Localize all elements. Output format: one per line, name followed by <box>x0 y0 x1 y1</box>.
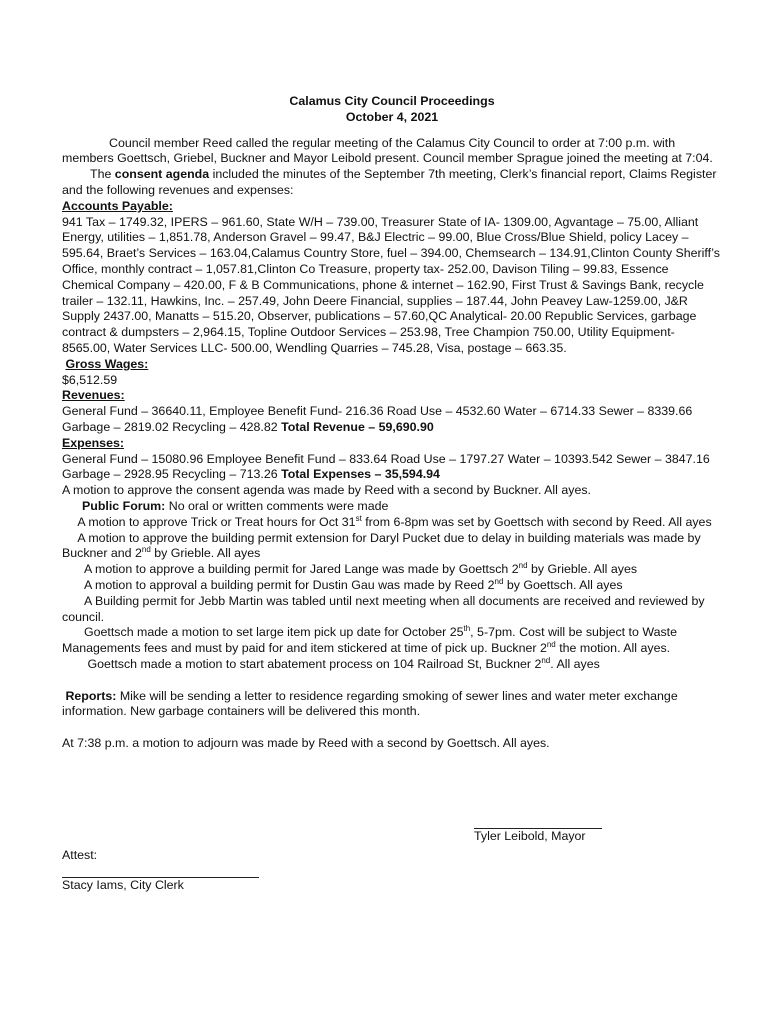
reports-text: Mike will be sending a letter to residence regarding smoking of sewer lines and water meter exchange information. New garbage containers will be delivered this month. <box>62 688 678 719</box>
clerk-name: Stacy Iams, City Clerk <box>62 877 184 892</box>
mayor-signature-line <box>474 815 602 829</box>
attest-block <box>62 848 322 894</box>
consent-pre: The <box>90 167 115 182</box>
mayor-signature-block <box>474 815 614 845</box>
public-forum-paragraph <box>62 499 722 515</box>
accounts-payable-list: 941 Tax – 1749.32, IPERS – 961.60, State W/H – 739.00, Treasurer State of IA- 1309.00, Agvantage – 75.00, Alliant Energy, utilities – 1,851.78, Anderson Gravel – 99.47, B&J Electric – 99.00, Blue Cross/Blue Shield, policy Lacey – 595.64, Braet’s Services – 163.04,Calamus Country Store, fuel – 394.00, Chemsearch – 134.91,Clinton County Sheriff’s Office, monthly contract – 1,057.81,Clinton Co Treasure, property tax- 252.00, Davison Tiling – 99.83, Essence Chemical Company – 420.00, F & B Communications, phone & internet – 162.90, First Trust & Savings Bank, recycle trailer – 132.11, Hawkins, Inc. – 257.49, John Deere Financial, supplies – 187.44, John Peavey Law-1259.00, J&R Supply 2437.00, Manatts – 515.20, Observer, publications – 57.60,QC Analytical- 20.00 Republic Services, garbage contract & dumpsters – 2,964.15, Topline Outdoor Services – 253.98, Tree Champion 750.00, Utility Equipment- 8565.00, Water Services LLC- 500.00, Wendling Quarries – 745.28, Visa, postage – 663.35. <box>62 214 720 355</box>
opening-paragraph: Council member Reed called the regular meeting of the Calamus City Council to order at 7:00 p.m. with members Goettsch, Griebel, Buckner and Mayor Leibold present. Council member Sprague joined the meeting at 7:04. <box>62 135 713 166</box>
total-revenue: Total Revenue – 59,690.90 <box>281 419 434 434</box>
motion-lange-permit: A motion to approve a building permit for Jared Lange was made by Goettsch 2nd by Grieble. All ayes <box>84 560 638 577</box>
revenues-text: General Fund – 36640.11, Employee Benefit Fund- 216.36 Road Use – 4532.60 Water – 6714.33 Sewer – 8339.66 Garbage – 2819.02 Recycling – 428.82 <box>62 404 693 434</box>
public-forum-text: No oral or written comments were made <box>165 498 389 513</box>
motion-abatement: Goettsch made a motion to start abatement process on 104 Railroad St, Buckner 2nd. All ayes <box>87 655 600 671</box>
expenses-text: General Fund – 15080.96 Employee Benefit Fund – 833.64 Road Use – 1797.27 Water – 10393.542 Sewer – 3847.16 Garbage – 2928.95 Recycling – 713.26 <box>62 451 710 482</box>
consent-paragraph <box>62 167 722 199</box>
motion-gau-permit: A motion to approval a building permit for Dustin Gau was made by Reed 2nd by Goettsch. All ayes <box>84 576 623 592</box>
document-title: Calamus City Council Proceedings <box>289 94 495 108</box>
motion-martin-permit: A Building permit for Jebb Martin was tabled until next meeting when all documents are received and reviewed by council. <box>62 593 705 624</box>
adjourn-paragraph: At 7:38 p.m. a motion to adjourn was made by Reed with a second by Goettsch. All ayes. <box>62 736 550 751</box>
revenues-list <box>62 404 722 436</box>
attest-label: Attest: <box>62 848 98 862</box>
consent-post: included the minutes of the September 7th meeting, Clerk’s financial report, Claims Register and the following revenues and expenses: <box>62 167 717 197</box>
gross-wages-block <box>62 357 722 373</box>
reports-paragraph <box>62 689 722 721</box>
accounts-payable-heading: Accounts Payable: <box>62 198 173 213</box>
expenses-heading: Expenses: <box>62 435 124 450</box>
public-forum-label: Public Forum: <box>82 498 166 513</box>
motion-consent: A motion to approve the consent agenda was made by Reed with a second by Buckner. All ayes. <box>62 483 591 498</box>
total-expenses: Total Expenses – 35,594.94 <box>281 467 440 482</box>
motion-trick-or-treat: A motion to approve Trick or Treat hours for Oct 31st from 6-8pm was set by Goettsch with second by Reed. All ayes <box>77 513 712 529</box>
expenses-list <box>62 452 722 484</box>
gross-wages-value: $6,512.59 <box>62 372 118 387</box>
clerk-signature-line <box>62 864 259 878</box>
motion-pickup-date: Goettsch made a motion to set large item pick up date for October 25th, 5-7pm. Cost will be subject to Waste Managements fees and must by paid for and item stickered at time of pick up. Buckner 2nd the motion. All ayes. <box>62 624 677 656</box>
gross-wages-heading: Gross Wages: <box>65 356 149 371</box>
minutes-body <box>62 94 722 752</box>
motion-pucket-permit: A motion to approve the building permit extension for Daryl Pucket due to delay in building materials was made by Buckner and 2nd by Grieble. All ayes <box>62 530 701 561</box>
consent-agenda-label: consent agenda <box>114 167 210 182</box>
reports-label: Reports: <box>65 688 117 703</box>
revenues-heading: Revenues: <box>62 388 125 403</box>
mayor-name: Tyler Leibold, Mayor <box>474 829 586 843</box>
meeting-date: October 4, 2021 <box>345 109 439 124</box>
